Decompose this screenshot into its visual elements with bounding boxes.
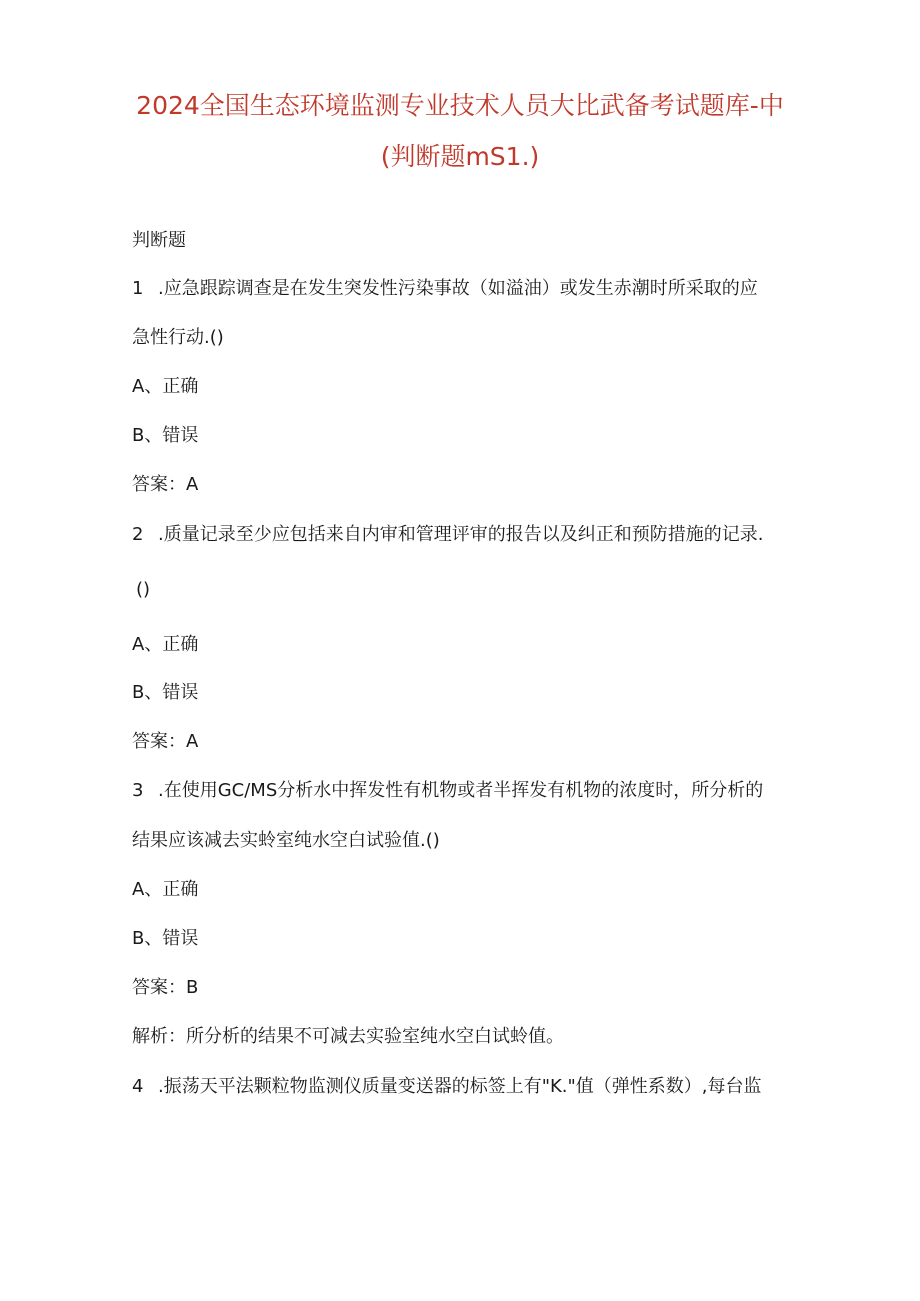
question-3-line-1 bbox=[132, 776, 763, 802]
question-2-line-2: () bbox=[136, 579, 151, 600]
question-1-text: .应急跟踪调查是在发生突发性污染事故（如溢油）或发生赤潮时所采取的应 bbox=[158, 278, 758, 299]
question-3-option-b: B、错误 bbox=[132, 928, 199, 949]
question-1-option-a: A、正确 bbox=[132, 376, 199, 397]
question-3-option-a: A、正确 bbox=[132, 879, 199, 900]
question-3-answer: 答案：B bbox=[132, 977, 199, 998]
question-2-line-1 bbox=[132, 520, 763, 546]
question-2-text: .质量记录至少应包括来自内审和管理评审的报告以及纠正和预防措施的记录. bbox=[158, 524, 764, 545]
section-heading: 判断题 bbox=[132, 230, 186, 251]
question-1-answer: 答案：A bbox=[132, 474, 199, 495]
question-4-number: 4 bbox=[132, 1076, 144, 1097]
question-1-option-b: B、错误 bbox=[132, 425, 199, 446]
question-2-number: 2 bbox=[132, 524, 144, 545]
question-1-line-1 bbox=[132, 274, 758, 300]
document-title-line-1: 2024全国生态环境监测专业技术人员大比武备考试题库-中 bbox=[136, 91, 784, 120]
question-4-text: .振荡天平法颗粒物监测仪质量变送器的标签上有"K."值（弹性系数）,每台监 bbox=[158, 1076, 762, 1097]
question-1-line-2: 急性行动.() bbox=[132, 327, 224, 348]
question-2-option-b: B、错误 bbox=[132, 682, 199, 703]
question-2-option-a: A、正确 bbox=[132, 634, 199, 655]
question-4-line-1 bbox=[132, 1072, 762, 1098]
question-3-number: 3 bbox=[132, 780, 144, 801]
question-2-answer: 答案：A bbox=[132, 731, 199, 752]
question-3-analysis: 解析：所分析的结果不可减去实验室纯水空白试蛉值。 bbox=[132, 1026, 564, 1047]
question-1-number: 1 bbox=[132, 278, 144, 299]
question-3-text: .在使用GC/MS分析水中挥发性有机物或者半挥发有机物的浓度时，所分析的 bbox=[158, 780, 764, 801]
question-3-line-2: 结果应该减去实蛉室纯水空白试验值.() bbox=[132, 830, 440, 851]
document-title-line-2: (判断题mS1.) bbox=[380, 142, 540, 171]
